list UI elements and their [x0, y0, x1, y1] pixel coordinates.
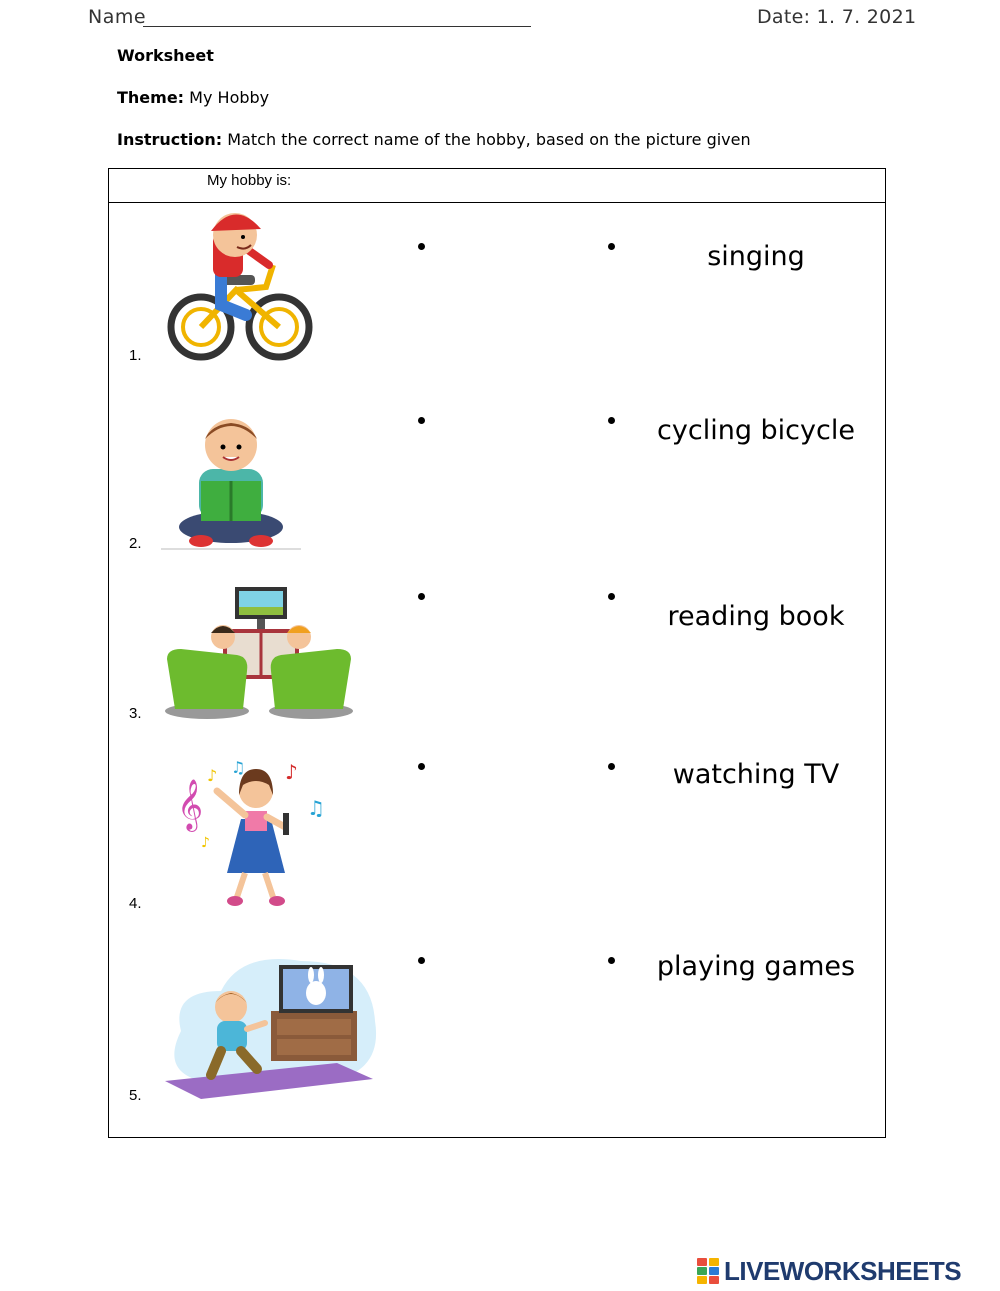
- right-match-dot[interactable]: [608, 243, 615, 250]
- boy-reading-book-picture: [161, 409, 301, 551]
- right-match-dot[interactable]: [608, 763, 615, 770]
- hobby-word: cycling bicycle: [657, 415, 855, 446]
- left-match-dot[interactable]: [418, 957, 425, 964]
- svg-text:♫: ♫: [231, 758, 246, 777]
- row-number: 5.: [129, 1087, 142, 1104]
- left-match-dot[interactable]: [418, 417, 425, 424]
- kids-playing-video-games-picture: [161, 579, 357, 721]
- name-label: Name: [88, 6, 147, 28]
- hobby-word: watching TV: [672, 759, 840, 790]
- theme-label: Theme:: [117, 88, 185, 107]
- table-header-row: [109, 169, 885, 203]
- svg-text:♪: ♪: [285, 760, 298, 784]
- boy-watching-tv-picture: [161, 951, 383, 1103]
- logo-text: LIVEWORKSHEETS: [724, 1255, 962, 1286]
- row-number: 1.: [129, 347, 142, 364]
- girl-singing-with-microphone-picture: [161, 755, 346, 911]
- boy-cycling-bicycle-picture: [161, 205, 326, 365]
- hobby-word: reading book: [667, 601, 845, 632]
- table-header-text: My hobby is:: [207, 172, 292, 189]
- right-match-dot[interactable]: [608, 957, 615, 964]
- instruction-label: Instruction:: [117, 130, 223, 149]
- right-match-dot[interactable]: [608, 417, 615, 424]
- instruction-line: [117, 130, 751, 149]
- row-number: 2.: [129, 535, 142, 552]
- svg-text:♪: ♪: [201, 835, 210, 851]
- hobby-word: singing: [707, 241, 805, 272]
- left-match-dot[interactable]: [418, 593, 425, 600]
- right-match-dot[interactable]: [608, 593, 615, 600]
- instruction-value: Match the correct name of the hobby, based on the picture given: [227, 130, 751, 149]
- svg-text:♪: ♪: [207, 766, 218, 785]
- svg-text:♫: ♫: [307, 796, 325, 820]
- left-match-dot[interactable]: [418, 243, 425, 250]
- liveworksheets-logo: [697, 1256, 961, 1286]
- row-number: 3.: [129, 705, 142, 722]
- hobby-word: playing games: [656, 951, 856, 982]
- name-blank-line[interactable]: [143, 26, 531, 27]
- matching-table: [108, 168, 886, 1138]
- worksheet-title: Worksheet: [117, 46, 214, 65]
- theme-line: [117, 88, 269, 107]
- theme-value: My Hobby: [189, 88, 270, 107]
- row-number: 4.: [129, 895, 142, 912]
- left-match-dot[interactable]: [418, 763, 425, 770]
- logo-blocks-icon: [697, 1258, 721, 1284]
- svg-text:𝄞: 𝄞: [177, 779, 204, 830]
- date-label: Date: 1. 7. 2021: [757, 6, 917, 28]
